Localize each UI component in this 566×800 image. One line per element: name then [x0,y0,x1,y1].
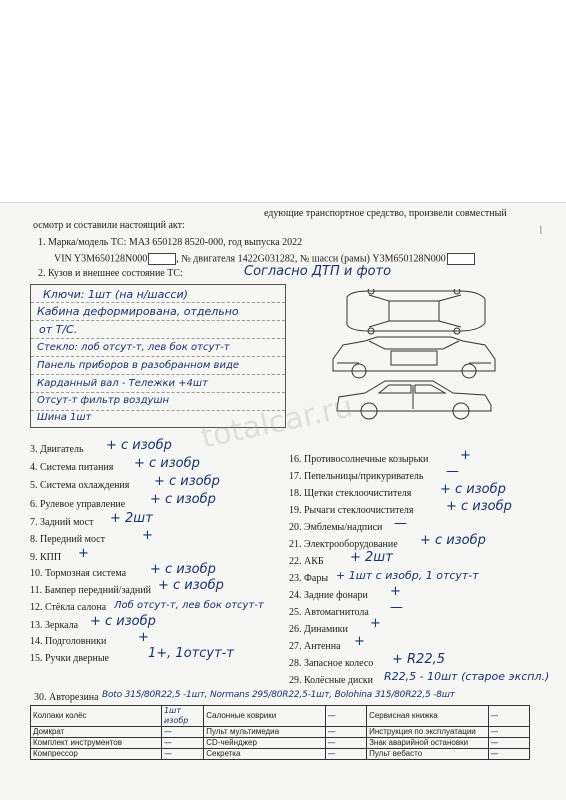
body-condition-label: 2. Кузов и внешнее состояние ТС: [38,268,183,279]
item-brakes-label: 10. Тормозная система [30,568,127,579]
vin-redaction-box [148,253,176,265]
item-antenna-value: + [354,634,365,649]
table-cell-label: Домкрат [31,727,162,738]
item-headrests-value: + [138,630,149,645]
item-spare-wheel-label: 28. Запасное колесо [289,658,374,669]
item-sun-visors-label: 16. Противосолнечные козырьки [289,454,429,465]
body-note: Ключи: 1шт (на н/шасси) [43,288,188,301]
table-row [31,749,530,760]
intro-line-2: осмотр и составили настоящий акт: [33,220,185,231]
body-notes-box [30,284,286,428]
item-front-axle-value: + [142,528,153,543]
table-cell-mark: — [325,706,366,727]
table-cell-label: Секретка [204,749,325,760]
item-mirrors-label: 13. Зеркала [30,620,79,631]
item-brakes-value: + с изобр [150,562,216,577]
item-emblems-label: 20. Эмблемы/надписи [289,522,383,533]
item-ashtray-value: — [446,464,459,479]
item-sun-visors-value: + [460,448,471,463]
table-cell-label: CD-чейнджер [204,738,325,749]
table-cell-mark: — [488,749,530,760]
item-spare-wheel-value: + R22,5 [392,652,446,667]
item-speakers-label: 26. Динамики [289,624,348,635]
item-fuel-label: 4. Система питания [30,462,114,473]
item-door-handles-label: 15. Ручки дверные [30,653,109,664]
item-rims-label: 29. Колёсные диски [289,675,374,686]
item-speakers-value: + [370,616,381,631]
car-front-view [333,337,495,378]
item-rear-lights-value: + [390,584,401,599]
intro-line-1: едующие транспортное средство, произвели совместный [264,208,507,219]
item-door-handles-value: 1+, 1отсут-т [148,646,234,661]
body-note: Панель приборов в разобранном виде [37,360,240,371]
table-cell-mark: — [161,749,203,760]
item-glass-value: Лоб отсут-т, лев бок отсут-т [114,600,264,611]
item-ashtray-label: 17. Пепельницы/прикуриватель [289,471,424,482]
body-note: Стекло: лоб отсут-т, лев бок отсут-т [37,342,230,353]
item-battery-value: + 2шт [350,550,393,565]
item-emblems-value: — [394,516,407,531]
table-cell-mark: 1шт изобр [161,706,203,727]
item-engine-value: + с изобр [106,438,172,453]
item-bumper-value: + с изобр [158,578,224,593]
item-electrical-label: 21. Электрооборудование [289,539,398,550]
table-cell-mark: — [488,738,530,749]
redacted-header-area [0,0,566,203]
item-radio-label: 25. Автомагнитола [289,607,369,618]
item-tires-value: Boto 315/80R22,5 -1шт, Normans 295/80R22,5-1шт, Bolohina 315/80R22,5 -8шт [102,690,455,700]
item-headlights-label: 23. Фары [289,573,329,584]
item-engine-label: 3. Двигатель [30,444,84,455]
vehicle-model-line: 1. Марка/модель ТС: МАЗ 650128 8520-000, год выпуска 2022 [38,237,303,248]
vin-label: VIN Y3M650128N000 [54,253,148,265]
car-side-view [337,381,491,419]
table-cell-label: Пульт вебасто [367,749,488,760]
body-note: Кабина деформирована, отдельно [37,305,239,318]
item-radio-value: — [390,600,403,615]
item-antenna-label: 27. Антенна [289,641,341,652]
table-cell-mark: — [325,749,366,760]
item-steering-value: + с изобр [150,492,216,507]
table-cell-label: Сервисная книжка [367,706,488,727]
table-cell-mark: — [488,727,530,738]
item-electrical-value: + с изобр [420,533,486,548]
item-wiper-blades-label: 18. Щетки стеклоочистителя [289,488,412,499]
table-row [31,727,530,738]
table-cell-label: Компрессор [31,749,162,760]
item-tires-label: 30. Авторезина [34,692,99,703]
item-front-axle-label: 8. Передний мост [30,534,105,545]
item-rear-axle-value: + 2шт [110,511,153,526]
car-diagram-svg [329,289,499,425]
item-battery-label: 22. АКБ [289,556,324,567]
table-cell-mark: — [161,727,203,738]
item-cooling-value: + с изобр [154,474,220,489]
item-wiper-blades-value: + с изобр [440,482,506,497]
item-gearbox-label: 9. КПП [30,552,62,563]
item-wiper-arms-label: 19. Рычаги стеклоочистителя [289,505,414,516]
item-headlights-value: + 1шт с изобр, 1 отсут-т [336,569,479,582]
table-cell-mark: — [161,738,203,749]
item-rims-value: R22,5 - 10шт (старое экспл.) [384,670,550,683]
item-headrests-label: 14. Подголовники [30,636,107,647]
watermark: totalcar.ru [198,389,356,456]
body-condition-value: Согласно ДТП и фото [244,264,392,279]
item-cooling-label: 5. Система охлаждения [30,480,130,491]
body-note: от Т/С. [39,323,78,336]
table-cell-label: Салонные коврики [204,706,325,727]
body-note: Шина 1шт [37,412,92,423]
table-cell-label: Знак аварийной остановки [367,738,488,749]
item-glass-label: 12. Стёкла салона [30,602,107,613]
table-row [31,706,530,727]
corner-mark: | [540,224,542,234]
chassis-redaction-box [447,253,475,265]
body-note: Отсут-т фильтр воздушн [37,395,170,406]
item-gearbox-value: + [78,546,89,561]
body-note: Карданный вал - Тележки +4шт [37,378,208,389]
table-cell-label: Комплект инструментов [31,738,162,749]
table-row [31,738,530,749]
item-rear-lights-label: 24. Задние фонари [289,590,368,601]
table-cell-mark: — [488,706,530,727]
table-cell-label: Колпаки колёс [31,706,162,727]
item-mirrors-value: + с изобр [90,614,156,629]
item-wiper-arms-value: + с изобр [446,499,512,514]
car-diagram [329,289,499,425]
table-cell-mark: — [325,738,366,749]
equipment-table [30,705,530,760]
item-steering-label: 6. Рулевое управление [30,499,126,510]
item-rear-axle-label: 7. Задний мост [30,517,94,528]
car-top-view [347,289,485,334]
item-fuel-value: + с изобр [134,456,200,471]
table-cell-label: Инструкция по эксплуатации [367,727,488,738]
table-cell-mark: — [325,727,366,738]
item-bumper-label: 11. Бампер передний/задний [30,585,151,596]
engine-chassis-text: , № двигателя 1422G031282, № шасси (рамы) Y3M650128N000 [176,253,446,265]
table-cell-label: Пульт мультимедиа [204,727,325,738]
